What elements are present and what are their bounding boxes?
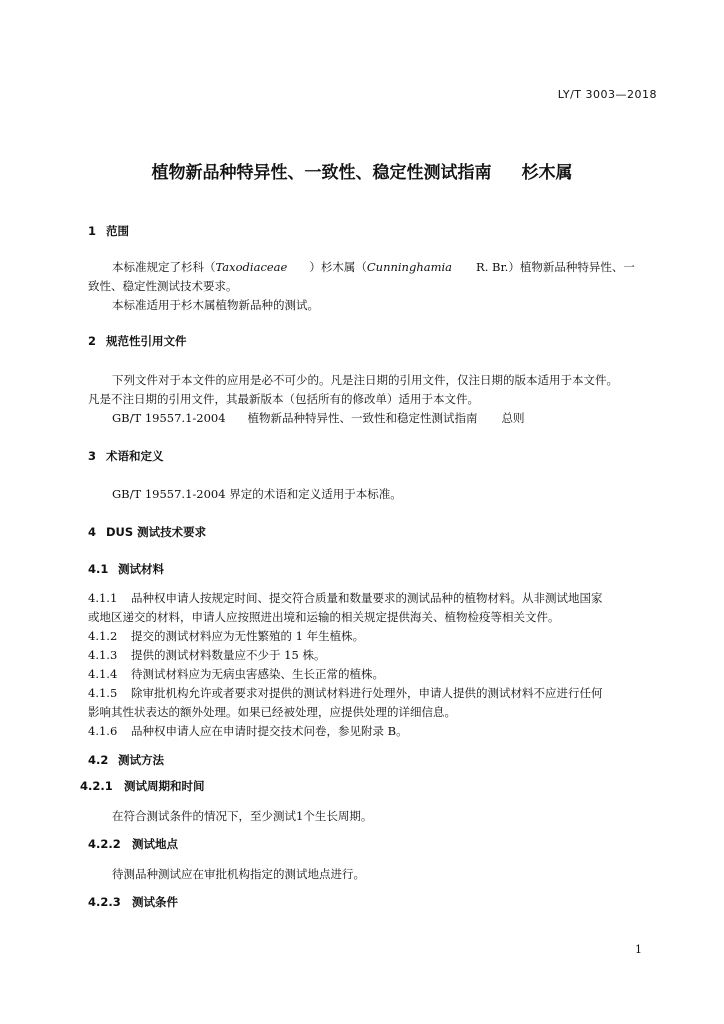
title-sub: 杉木属 bbox=[521, 163, 573, 183]
section-3-para: GB/T 19557.1-2004 界定的术语和定义适用于本标准。 bbox=[112, 487, 402, 501]
section-1-heading: 1 范围 bbox=[88, 224, 129, 238]
standard-number: LY/T 3003—2018 bbox=[557, 88, 657, 101]
section-1-para-2: 本标准适用于杉木属植物新品种的测试。 bbox=[112, 298, 319, 312]
item-4-1-3: 4.1.3 提供的测试材料数量应不少于 15 株。 bbox=[88, 648, 326, 662]
section-4-2-3-heading: 4.2.3 测试条件 bbox=[88, 895, 178, 909]
item-4-1-6: 4.1.6 品种权申请人应在申请时提交技术问卷，参见附录 B。 bbox=[88, 724, 408, 738]
section-4-2-2-text: 待测品种测试应在审批机构指定的测试地点进行。 bbox=[112, 867, 365, 881]
normative-reference: GB/T 19557.1-2004 植物新品种特异性、一致性和稳定性测试指南 总则 bbox=[112, 411, 525, 425]
section-2-para-line-2: 凡是不注日期的引用文件，其最新版本（包括所有的修改单）适用于本文件。 bbox=[88, 392, 479, 406]
section-4-2-heading: 4.2 测试方法 bbox=[88, 753, 164, 767]
item-4-1-1-line-1: 4.1.1 品种权申请人按规定时间、提交符合质量和数量要求的测试品种的植物材料。从非测试地国家 bbox=[88, 591, 603, 605]
item-4-1-4: 4.1.4 待测试材料应为无病虫害感染、生长正常的植株。 bbox=[88, 667, 384, 681]
section-2-para-line-1: 下列文件对于本文件的应用是必不可少的。凡是注日期的引用文件，仅注日期的版本适用于本文件。 bbox=[112, 373, 618, 387]
section-4-heading: 4 DUS 测试技术要求 bbox=[88, 525, 207, 539]
section-3-heading: 3 术语和定义 bbox=[88, 449, 164, 463]
section-4-1-heading: 4.1 测试材料 bbox=[88, 562, 164, 576]
section-4-2-2-heading: 4.2.2 测试地点 bbox=[88, 837, 178, 851]
item-4-1-2: 4.1.2 提交的测试材料应为无性繁殖的 1 年生植株。 bbox=[88, 629, 365, 643]
item-4-1-1-line-2: 或地区递交的材料，申请人应按照进出境和运输的相关规定提供海关、植物检疫等相关文件。 bbox=[88, 610, 560, 624]
section-4-2-1-heading: 4.2.1 测试周期和时间 bbox=[80, 779, 205, 793]
section-4-2-1-text: 在符合测试条件的情况下，至少测试1个生长周期。 bbox=[112, 809, 373, 823]
page-number: 1 bbox=[635, 943, 642, 956]
item-4-1-5-line-2: 影响其性状表达的额外处理。如果已经被处理，应提供处理的详细信息。 bbox=[88, 705, 456, 719]
document-title bbox=[0, 158, 724, 183]
section-1-para-1-line-1: 本标准规定了杉科（Taxodiaceae ）杉木属（Cunninghamia R. Br.）植物新品种特异性、一 bbox=[112, 260, 635, 274]
section-2-heading: 2 规范性引用文件 bbox=[88, 334, 187, 348]
item-4-1-5-line-1: 4.1.5 除审批机构允许或者要求对提供的测试材料进行处理外，申请人提供的测试材料不应进行任何 bbox=[88, 686, 603, 700]
section-1-para-1-line-2: 致性、稳定性测试技术要求。 bbox=[88, 279, 238, 293]
title-main: 植物新品种特异性、一致性、稳定性测试指南 bbox=[151, 163, 492, 183]
